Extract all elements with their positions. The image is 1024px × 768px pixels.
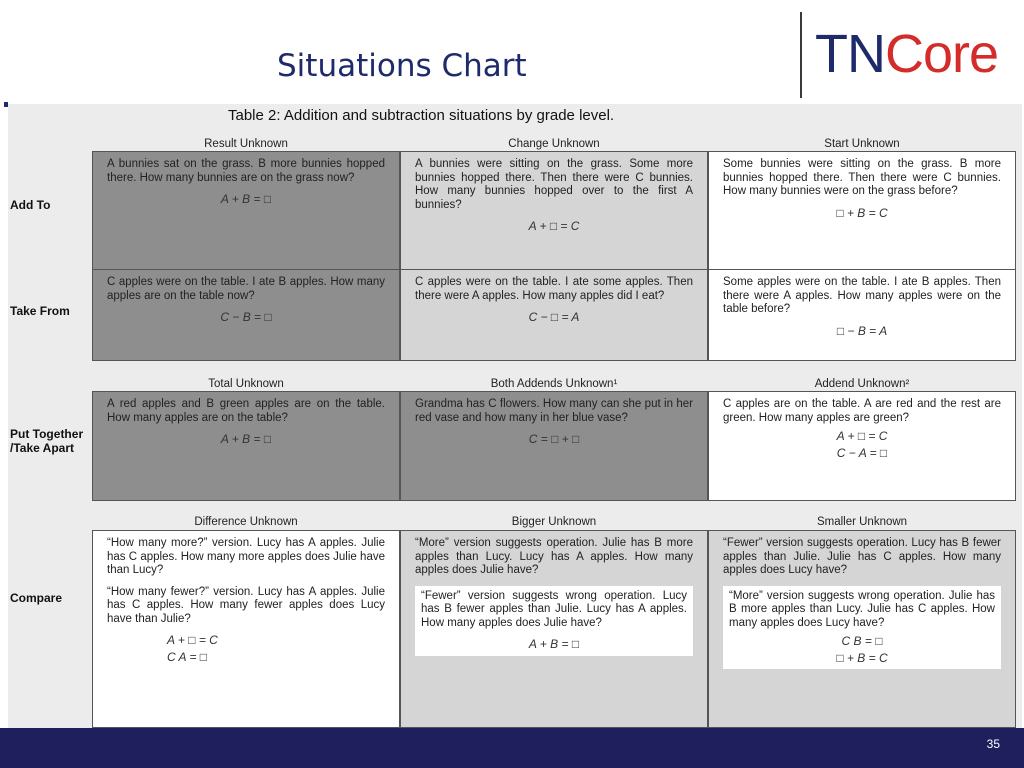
page-number: 35 xyxy=(986,737,1000,751)
table-title: Table 2: Addition and subtraction situations by grade level. xyxy=(228,107,615,124)
cell-text: A bunnies sat on the grass. B more bunnies hopped there. How many bunnies are on the grass now? xyxy=(107,158,385,184)
cell-text: Grandma has C flowers. How many can she put in her red vase and how many in her blue vase? xyxy=(415,398,693,424)
cell-take-from-change-unknown xyxy=(400,269,708,361)
cell-equation: C A = □ xyxy=(167,649,208,664)
header-change-unknown: Change Unknown xyxy=(508,138,600,150)
cell-compare-smaller-unknown xyxy=(708,530,1016,728)
header-addend-unknown: Addend Unknown² xyxy=(814,378,910,390)
cell-text: Some apples were on the table. I ate B apples. Then there were A apples. How many apples were on the table before? xyxy=(723,276,1001,315)
cell-text: A red apples and B green apples are on the table. How many apples are on the table? xyxy=(107,398,385,424)
cell-equation: □ − B = A xyxy=(836,323,888,338)
cell-compare-bigger-unknown xyxy=(400,530,708,728)
cell-equation: A + □ = C xyxy=(528,219,580,233)
cell-add-to-change-unknown xyxy=(400,151,708,270)
cell-text: C apples were on the table. I ate B apples. How many apples are on the table now? xyxy=(107,276,385,302)
cell-text: “More” version suggests operation. Julie has B more apples than Lucy. Lucy has A apples. How many apples does Julie have? xyxy=(415,537,693,576)
situations-table-image xyxy=(8,104,1022,728)
header-difference-unknown: Difference Unknown xyxy=(194,516,298,528)
cell-add-to-start-unknown xyxy=(708,151,1016,270)
header-both-addends-unknown: Both Addends Unknown¹ xyxy=(490,378,618,390)
cell-put-together-addend-unknown xyxy=(708,391,1016,501)
cell-inner-box xyxy=(415,586,693,656)
cell-text: C apples are on the table. A are red and the rest are green. How many apples are green? xyxy=(723,398,1001,424)
row-label-add-to: Add To xyxy=(10,198,51,212)
cell-equation: A + B = □ xyxy=(220,432,272,446)
cell-text: “How many more?” version. Lucy has A apples. Julie has C apples. How many more apples does Julie have than Lucy? xyxy=(107,537,385,576)
cell-equation: C = □ + □ xyxy=(528,432,580,446)
cell-equation: C − B = □ xyxy=(220,310,272,324)
cell-text: “More” version suggests wrong operation. Julie has B more apples than Lucy. Julie has C apples. How many apples does Lucy have? xyxy=(729,589,995,629)
header-bigger-unknown: Bigger Unknown xyxy=(511,516,597,528)
cell-equation: □ + B = C xyxy=(836,650,888,665)
cell-text: Some bunnies were sitting on the grass. B more bunnies hopped there. Then there were C bunnies. How many bunnies were on the grass before? xyxy=(723,158,1001,197)
logo-tn-text: TN xyxy=(815,24,885,84)
cell-equation: □ + B = C xyxy=(836,205,888,220)
cell-inner-box xyxy=(723,586,1001,670)
cell-text: C apples were on the table. I ate some apples. Then there were A apples. How many apples did I eat? xyxy=(415,276,693,302)
cell-equation: A + B = □ xyxy=(220,192,272,206)
cell-equation: C − A = □ xyxy=(836,445,888,460)
logo-core-text: Core xyxy=(884,24,999,84)
cell-text: A bunnies were sitting on the grass. Some more bunnies hopped there. Then there were C bunnies. How many bunnies hopped over to the first A bunnies? xyxy=(415,158,693,211)
cell-text: “Fewer” version suggests operation. Lucy has B fewer apples than Julie. Julie has C apples. How many apples does Lucy have? xyxy=(723,537,1001,576)
header-result-unknown: Result Unknown xyxy=(204,138,288,150)
row-label-put-together: Put Together /Take Apart xyxy=(10,427,84,455)
cell-equation: C B = □ xyxy=(841,634,883,648)
row-label-compare: Compare xyxy=(10,591,63,605)
cell-take-from-result-unknown xyxy=(92,269,400,361)
cell-equation: C − □ = A xyxy=(528,310,580,324)
row-label-take-from: Take From xyxy=(10,304,70,318)
header-total-unknown: Total Unknown xyxy=(208,378,284,390)
cell-put-together-total-unknown xyxy=(92,391,400,501)
slide-title: Situations Chart xyxy=(277,48,527,84)
cell-put-together-both-addends-unknown xyxy=(400,391,708,501)
logo-divider xyxy=(800,12,802,98)
cell-equation: A + □ = C xyxy=(167,633,218,647)
cell-add-to-result-unknown xyxy=(92,151,400,270)
tncore-logo xyxy=(815,24,998,84)
cell-equation: A + B = □ xyxy=(528,637,580,651)
header-start-unknown: Start Unknown xyxy=(824,138,900,150)
footer-bar xyxy=(0,728,1024,768)
cell-text: “How many fewer?” version. Lucy has A apples. Julie has C apples. How many fewer apples does Lucy have than Julie? xyxy=(107,585,385,625)
cell-take-from-start-unknown xyxy=(708,269,1016,361)
header-smaller-unknown: Smaller Unknown xyxy=(816,516,908,528)
cell-compare-difference-unknown xyxy=(92,530,400,728)
cell-text: “Fewer” version suggests wrong operation. Lucy has B fewer apples than Julie. Lucy has A apples. How many apples does Julie have? xyxy=(421,589,687,629)
cell-equation: A + □ = C xyxy=(836,429,888,443)
